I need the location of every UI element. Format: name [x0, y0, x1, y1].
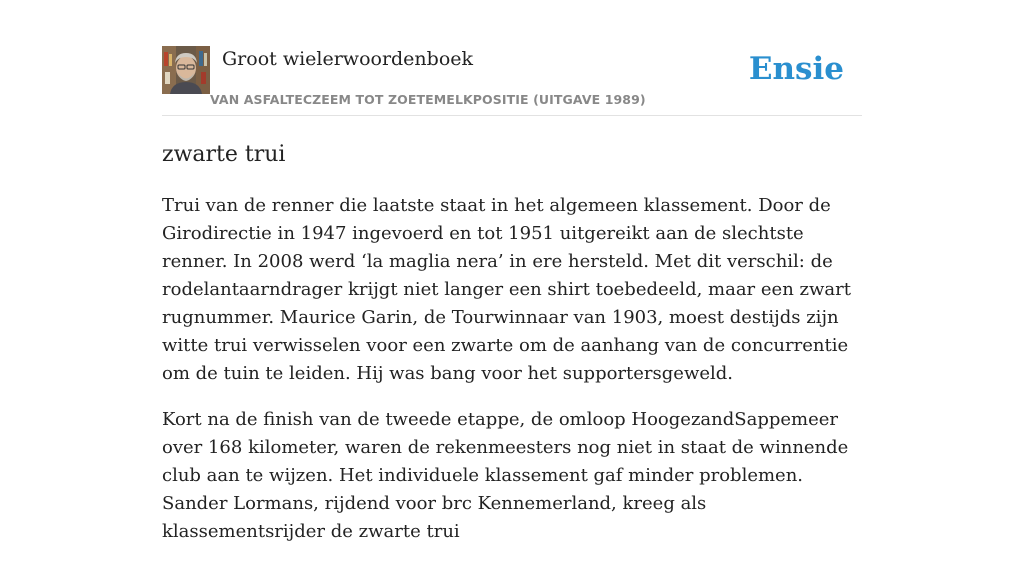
book-subtitle: VAN ASFALTECZEEM TOT ZOETEMELKPOSITIE (UITGAVE 1989) [210, 92, 646, 107]
book-title[interactable]: Groot wielerwoordenboek [222, 48, 474, 70]
entry-paragraph: Kort na de finish van de tweede etappe, de omloop HoogezandSappemeer over 168 kilometer, waren de rekenmeesters nog niet in staat de winnende club aan te wijzen. Het individuele klassement gaf minder problemen. Sander Lormans, rijdend voor brc Kennemerland, kreeg als klassementsrijder de zwarte trui [162, 409, 849, 542]
entry-paragraph: Trui van de renner die laatste staat in het algemeen klassement. Door de Girodirectie in 1947 ingevoerd en tot 1951 uitgereikt aan de slechtste renner. In 2008 werd ‘la maglia nera’ in ere hersteld. Met dit verschil: de rodelantaarndrager krijgt niet langer een shirt toebedeeld, maar een zwart rugnummer. Maurice Garin, de Tourwinnaar van 1903, moest destijds zijn witte trui verwisselen voor een zwarte om de aanhang van de concurrentie om de tuin te leiden. Hij was bang voor het supportersgeweld. [162, 195, 851, 384]
ensie-logo[interactable]: Ensie [748, 51, 844, 87]
entry-content [162, 192, 862, 564]
book-header [162, 46, 862, 116]
entry-title: zwarte trui [162, 142, 286, 167]
author-avatar[interactable] [162, 46, 210, 94]
